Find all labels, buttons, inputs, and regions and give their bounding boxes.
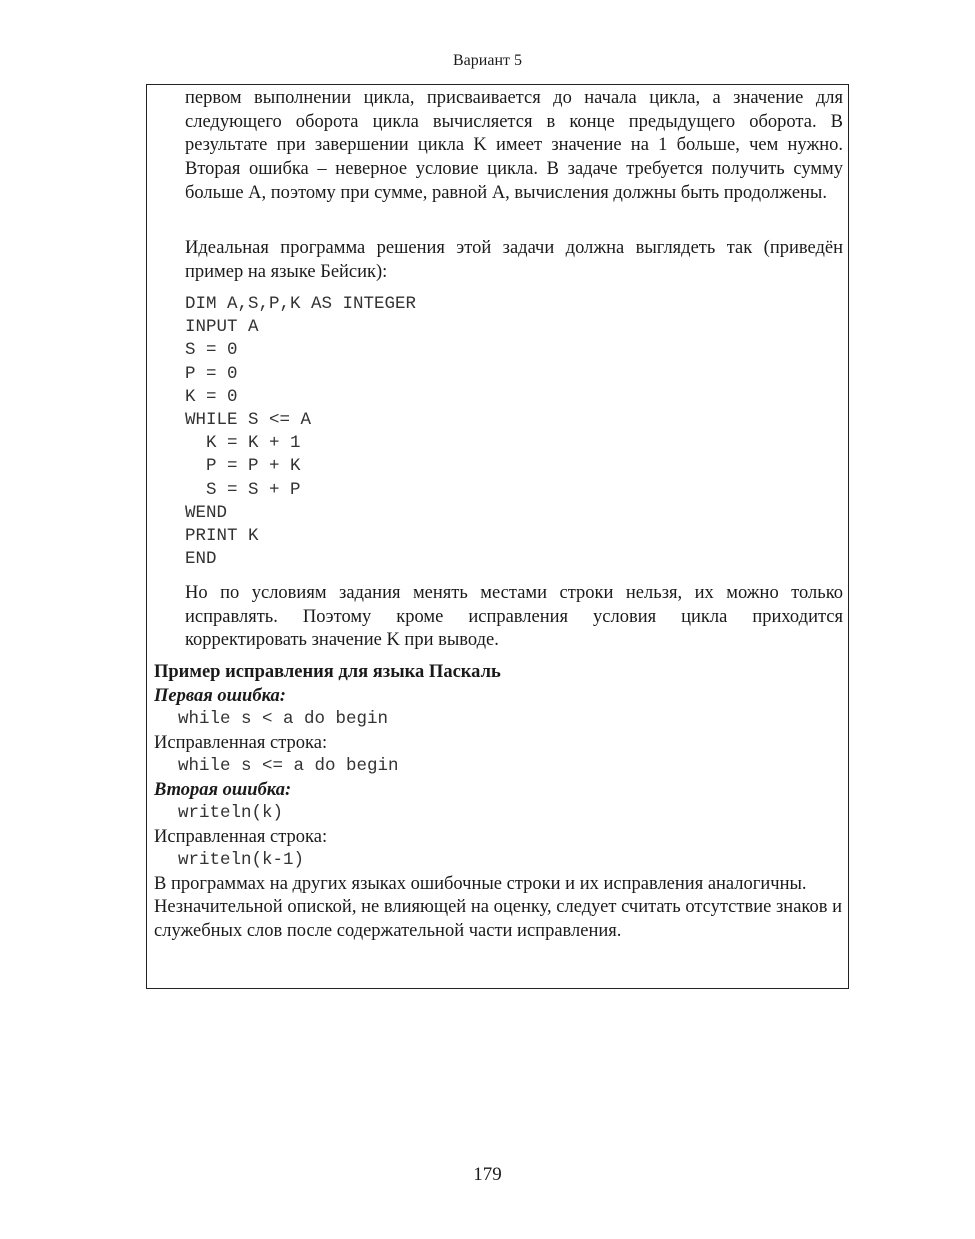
first-fix-code: while s <= a do begin (178, 756, 399, 776)
paragraph-minor-typo: Незначительной опиской, не влияющей на оценку, следует считать отсутствие знаков и служебных слов после содержательной части исправления. (154, 897, 842, 941)
first-error-label: Первая ошибка: (154, 685, 286, 706)
explanation-block (185, 87, 843, 206)
code-line: S = 0 (185, 340, 238, 361)
page-number: 179 (473, 1164, 502, 1185)
code-line: WHILE S <= A (185, 410, 312, 431)
code-line: PRINT K (185, 526, 259, 547)
first-error-code: while s < a do begin (178, 709, 389, 729)
code-line: P = 0 (185, 363, 238, 384)
code-line: WEND (185, 502, 228, 523)
paragraph-other-languages: В программах на других языках ошибочные строки и их исправления аналогичны. (154, 873, 807, 894)
code-line: K = K + 1 (185, 433, 301, 454)
answer-box (146, 84, 849, 989)
second-error-label: Вторая ошибка: (154, 779, 292, 800)
paragraph-explanation: первом выполнении цикла, присваивается до начала цикла, а значение для следующего оборота цикла вычисляется в конце предыдущего оборота. В результате при завершении цикла K имеет значение на 1 больше, чем нужно. Вторая ошибка – неверное условие цикла. В задаче требуется получить сумму больше A, поэтому при сумме, равной A, вычисления должны быть продолжены. (185, 88, 843, 203)
fixed-line-label: Исправленная строка: (154, 826, 328, 847)
code-line: P = P + K (185, 456, 301, 477)
code-line: INPUT A (185, 317, 259, 338)
constraint-note (185, 582, 843, 653)
paragraph-constraint: Но по условиям задания менять местами строки нельзя, их можно только исправлять. Поэтому кроме исправления условия цикла приходится корректировать значение K при выводе. (185, 583, 843, 651)
code-line: END (185, 549, 217, 570)
code-line: DIM A,S,P,K AS INTEGER (185, 294, 417, 314)
pascal-fix-section (154, 661, 842, 943)
paragraph-ideal-program: Идеальная программа решения этой задачи должна выглядеть так (приведён пример на языке Бейсик): (185, 238, 843, 282)
page-header: Вариант 5 (453, 52, 522, 69)
code-line: S = S + P (185, 479, 301, 500)
fixed-line-label: Исправленная строка: (154, 732, 328, 753)
code-line: K = 0 (185, 386, 238, 407)
basic-code-listing (185, 293, 843, 571)
ideal-program-intro (185, 237, 843, 284)
second-error-code: writeln(k) (178, 803, 284, 823)
section-title: Пример исправления для языка Паскаль (154, 662, 501, 682)
second-fix-code: writeln(k-1) (178, 850, 305, 870)
